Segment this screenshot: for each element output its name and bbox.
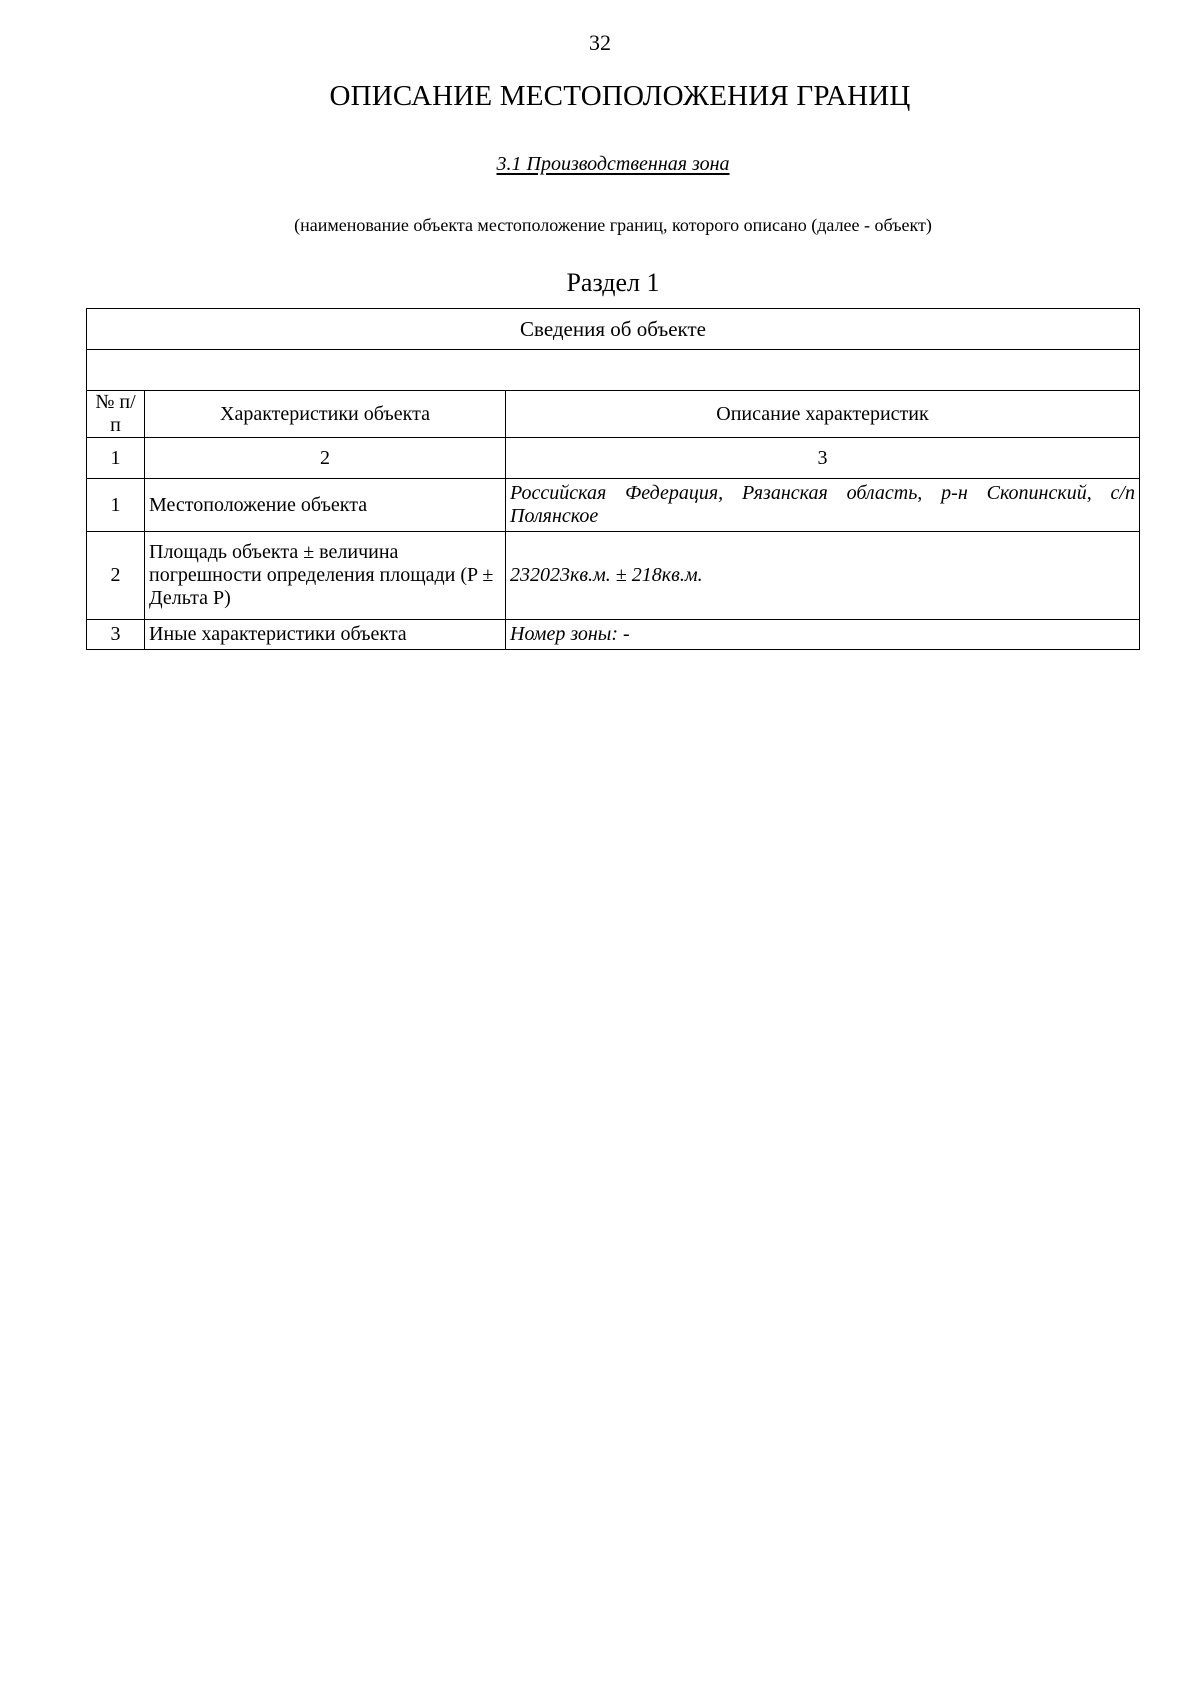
row-characteristic: Площадь объекта ± величина погрешности определения площади (P ± Дельта P) [145, 532, 506, 620]
object-info-table [86, 308, 1140, 650]
table-empty-row [87, 350, 1140, 391]
zone-number-value: - [623, 623, 630, 645]
zone-caption: (наименование объекта местоположение границ, которого описано (далее - объект) [294, 215, 932, 235]
empty-cell [87, 350, 1140, 391]
row-characteristic: Иные характеристики объекта [145, 620, 506, 650]
zone-name-text: 3.1 Производственная зона [496, 153, 730, 175]
zone-name [0, 153, 1200, 176]
row-description: Российская Федерация, Рязанская область, р-н Скопинский, с/п Полянское [506, 479, 1140, 532]
table-row [87, 479, 1140, 532]
row-characteristic: Местоположение объекта [145, 479, 506, 532]
row-num: 1 [87, 479, 145, 532]
column-number-2: 2 [145, 438, 506, 479]
header-characteristic: Характеристики объекта [145, 391, 506, 438]
section-title: Раздел 1 [566, 268, 660, 297]
document-title: ОПИСАНИЕ МЕСТОПОЛОЖЕНИЯ ГРАНИЦ [329, 80, 911, 112]
table-row [87, 532, 1140, 620]
column-number-3: 3 [506, 438, 1140, 479]
row-description: 232023кв.м. ± 218кв.м. [506, 532, 1140, 620]
header-description: Описание характеристик [506, 391, 1140, 438]
table-header-row [87, 391, 1140, 438]
page-number: 32 [589, 30, 611, 55]
header-num: № п/п [87, 391, 145, 438]
table-title: Сведения об объекте [87, 309, 1140, 350]
table-title-row [87, 309, 1140, 350]
row-description [506, 620, 1140, 650]
table-row [87, 620, 1140, 650]
table-column-number-row [87, 438, 1140, 479]
row-num: 2 [87, 532, 145, 620]
row-num: 3 [87, 620, 145, 650]
zone-number-label: Номер зоны: [510, 623, 618, 645]
column-number-1: 1 [87, 438, 145, 479]
